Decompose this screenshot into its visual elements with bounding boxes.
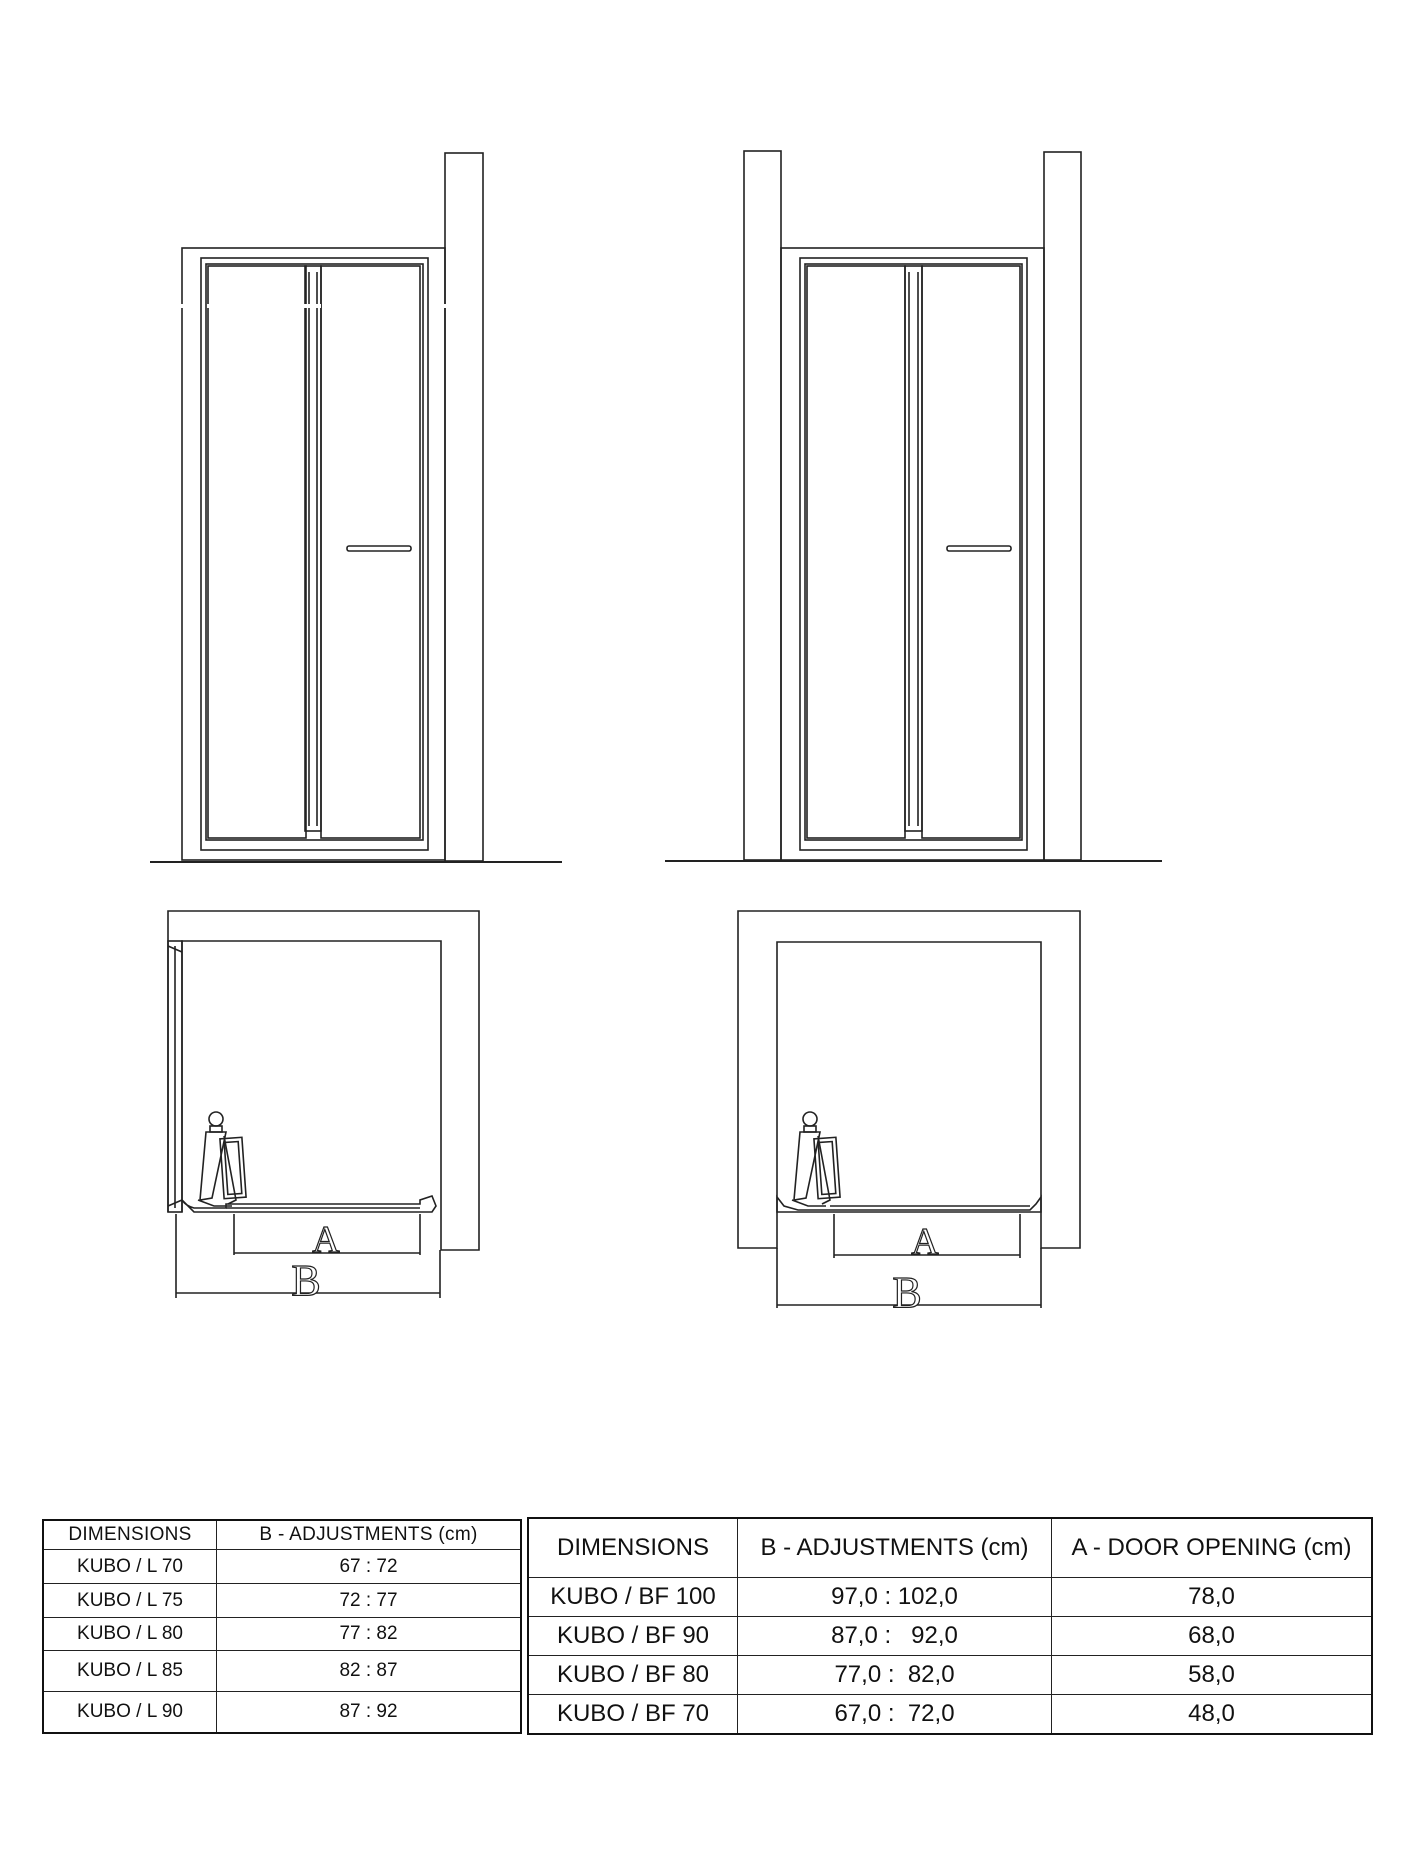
table-cell-model: KUBO / L 80: [43, 1618, 217, 1651]
table-row: [43, 1692, 521, 1734]
left-elevation-view: [150, 153, 562, 862]
table-cell-adjustment: 87,0 : 92,0: [738, 1617, 1052, 1656]
left-elevation-frame-outer: [182, 248, 445, 860]
left-plan-tray: [182, 1196, 436, 1212]
table-cell-adjustment: 82 : 87: [217, 1651, 522, 1692]
table-header: DIMENSIONS: [43, 1520, 217, 1550]
left-plan-folded-door: [198, 1112, 246, 1206]
table-row: [43, 1550, 521, 1584]
table-cell-model: KUBO / BF 100: [528, 1578, 738, 1617]
left-plan-wall: [168, 911, 479, 1250]
right-elevation-wall-left: [744, 151, 781, 860]
table-header: B - ADJUSTMENTS (cm): [217, 1520, 522, 1550]
dimensions-table-bf: [527, 1517, 1373, 1735]
table-row: [43, 1651, 521, 1692]
right-plan-label-a: A: [911, 1221, 939, 1263]
right-plan-folded-door: [792, 1112, 840, 1206]
table-cell-adjustment: 67 : 72: [217, 1550, 522, 1584]
left-plan-label-b: B: [291, 1256, 321, 1305]
table-row: [43, 1618, 521, 1651]
right-elevation-frame-inner: [800, 258, 1027, 850]
table-header: DIMENSIONS: [528, 1518, 738, 1578]
right-elevation-panel-right: [922, 266, 1020, 838]
table-row: [43, 1584, 521, 1618]
right-plan-wall: [738, 911, 1080, 1248]
table-cell-door-opening: 68,0: [1052, 1617, 1373, 1656]
left-elevation-panel-right: [321, 266, 420, 838]
table-cell-model: KUBO / BF 80: [528, 1656, 738, 1695]
right-plan-view: [738, 911, 1080, 1308]
right-elevation-view: [665, 151, 1162, 861]
left-elevation-hinge: [305, 266, 321, 831]
right-elevation-frame-outer: [781, 248, 1044, 860]
table-cell-adjustment: 97,0 : 102,0: [738, 1578, 1052, 1617]
table-row: [528, 1578, 1372, 1617]
right-elevation-hinge: [905, 266, 922, 831]
table-header-row: [528, 1518, 1372, 1578]
table-cell-model: KUBO / L 75: [43, 1584, 217, 1618]
table-cell-model: KUBO / BF 90: [528, 1617, 738, 1656]
left-elevation-panel-left: [208, 266, 306, 838]
table-header: A - DOOR OPENING (cm): [1052, 1518, 1373, 1578]
table-cell-adjustment: 77,0 : 82,0: [738, 1656, 1052, 1695]
table-cell-model: KUBO / L 70: [43, 1550, 217, 1584]
left-plan-label-a: A: [312, 1219, 340, 1261]
left-elevation-wall: [445, 153, 483, 861]
table-cell-model: KUBO / BF 70: [528, 1695, 738, 1735]
table-cell-door-opening: 48,0: [1052, 1695, 1373, 1735]
table-row: [528, 1656, 1372, 1695]
left-elevation-frame-inner: [201, 258, 428, 850]
table-cell-model: KUBO / L 85: [43, 1651, 217, 1692]
right-elevation-handle: [947, 546, 1011, 551]
table-header: B - ADJUSTMENTS (cm): [738, 1518, 1052, 1578]
table-cell-adjustment: 72 : 77: [217, 1584, 522, 1618]
table-cell-model: KUBO / L 90: [43, 1692, 217, 1734]
table-row: [528, 1617, 1372, 1656]
table-cell-adjustment: 77 : 82: [217, 1618, 522, 1651]
right-plan-tray: [777, 1197, 1041, 1212]
left-elevation-handle: [347, 546, 411, 551]
table-cell-adjustment: 67,0 : 72,0: [738, 1695, 1052, 1735]
table-cell-door-opening: 58,0: [1052, 1656, 1373, 1695]
table-header-row: [43, 1520, 521, 1550]
table-cell-door-opening: 78,0: [1052, 1578, 1373, 1617]
dimensions-table-l: [42, 1519, 522, 1734]
right-elevation-wall-right: [1044, 152, 1081, 860]
table-cell-adjustment: 87 : 92: [217, 1692, 522, 1734]
right-elevation-panel-left: [807, 266, 905, 838]
right-plan-label-b: B: [892, 1268, 922, 1317]
table-row: [528, 1695, 1372, 1735]
